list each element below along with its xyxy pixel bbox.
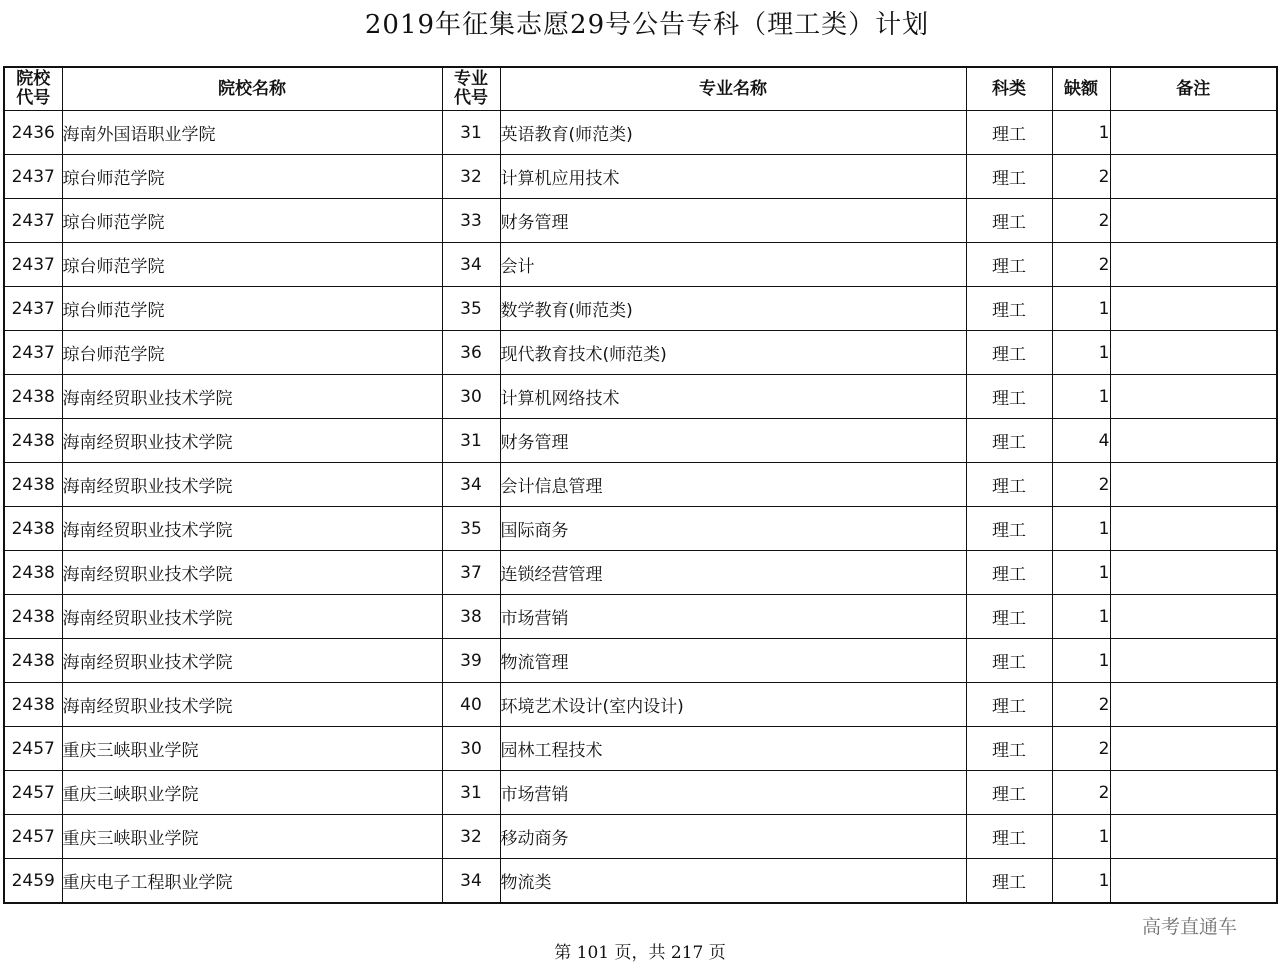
school-name-cell: 海南经贸职业技术学院 [62,683,442,727]
header-school-code: 院校 代号 [4,67,62,111]
quota-cell: 1 [1052,507,1110,551]
table-row [4,815,1277,859]
note-cell [1110,331,1277,375]
category-cell: 理工 [966,287,1052,331]
note-cell [1110,111,1277,155]
school-name-cell: 海南经贸职业技术学院 [62,375,442,419]
header-category: 科类 [966,67,1052,111]
note-cell [1110,243,1277,287]
category-cell: 理工 [966,111,1052,155]
note-cell [1110,199,1277,243]
school-name-cell: 重庆三峡职业学院 [62,815,442,859]
table-row [4,419,1277,463]
table-row [4,639,1277,683]
major-name-cell: 移动商务 [500,815,966,859]
quota-cell: 2 [1052,771,1110,815]
school-name-cell: 海南经贸职业技术学院 [62,507,442,551]
major-name-cell: 物流管理 [500,639,966,683]
quota-cell: 1 [1052,375,1110,419]
category-cell: 理工 [966,199,1052,243]
major-code-cell: 33 [442,199,500,243]
school-name-cell: 海南经贸职业技术学院 [62,639,442,683]
major-name-cell: 会计信息管理 [500,463,966,507]
header-major-code: 专业 代号 [442,67,500,111]
school-code-cell: 2437 [4,155,62,199]
school-code-cell: 2438 [4,507,62,551]
school-name-cell: 海南经贸职业技术学院 [62,463,442,507]
category-cell: 理工 [966,595,1052,639]
category-cell: 理工 [966,815,1052,859]
table-row [4,771,1277,815]
major-code-cell: 38 [442,595,500,639]
major-name-cell: 现代教育技术(师范类) [500,331,966,375]
quota-cell: 2 [1052,727,1110,771]
note-cell [1110,551,1277,595]
note-cell [1110,639,1277,683]
table-row [4,727,1277,771]
major-code-cell: 37 [442,551,500,595]
quota-cell: 1 [1052,331,1110,375]
major-code-cell: 31 [442,111,500,155]
major-code-cell: 35 [442,287,500,331]
school-name-cell: 琼台师范学院 [62,287,442,331]
header-quota: 缺额 [1052,67,1110,111]
category-cell: 理工 [966,243,1052,287]
school-code-cell: 2437 [4,287,62,331]
table-row [4,243,1277,287]
quota-cell: 1 [1052,859,1110,904]
quota-cell: 1 [1052,815,1110,859]
major-code-cell: 36 [442,331,500,375]
table-row [4,463,1277,507]
major-code-cell: 31 [442,771,500,815]
note-cell [1110,155,1277,199]
table-row [4,859,1277,904]
quota-cell: 2 [1052,683,1110,727]
major-name-cell: 市场营销 [500,595,966,639]
major-code-cell: 35 [442,507,500,551]
school-code-cell: 2459 [4,859,62,904]
quota-cell: 1 [1052,595,1110,639]
school-name-cell: 重庆三峡职业学院 [62,771,442,815]
school-code-cell: 2457 [4,771,62,815]
note-cell [1110,859,1277,904]
quota-cell: 1 [1052,287,1110,331]
school-name-cell: 重庆三峡职业学院 [62,727,442,771]
school-code-cell: 2436 [4,111,62,155]
note-cell [1110,771,1277,815]
page-title: 2019年征集志愿29号公告专科（理工类）计划 [364,10,930,40]
note-cell [1110,507,1277,551]
category-cell: 理工 [966,727,1052,771]
major-code-cell: 30 [442,727,500,771]
category-cell: 理工 [966,463,1052,507]
school-name-cell: 琼台师范学院 [62,199,442,243]
note-cell [1110,463,1277,507]
school-code-cell: 2437 [4,243,62,287]
quota-cell: 1 [1052,111,1110,155]
category-cell: 理工 [966,419,1052,463]
header-row [4,67,1277,111]
school-code-cell: 2438 [4,595,62,639]
quota-cell: 2 [1052,463,1110,507]
school-code-cell: 2438 [4,551,62,595]
quota-cell: 1 [1052,639,1110,683]
quota-cell: 2 [1052,155,1110,199]
major-name-cell: 计算机应用技术 [500,155,966,199]
school-code-cell: 2437 [4,331,62,375]
table-row [4,683,1277,727]
major-code-cell: 32 [442,815,500,859]
category-cell: 理工 [966,683,1052,727]
major-name-cell: 会计 [500,243,966,287]
major-code-cell: 40 [442,683,500,727]
header-note: 备注 [1110,67,1277,111]
category-cell: 理工 [966,331,1052,375]
table-row [4,507,1277,551]
category-cell: 理工 [966,771,1052,815]
school-name-cell: 重庆电子工程职业学院 [62,859,442,904]
note-cell [1110,375,1277,419]
table-row [4,551,1277,595]
note-cell [1110,683,1277,727]
category-cell: 理工 [966,859,1052,904]
major-name-cell: 英语教育(师范类) [500,111,966,155]
school-name-cell: 海南外国语职业学院 [62,111,442,155]
major-code-cell: 34 [442,859,500,904]
table-row [4,287,1277,331]
major-code-cell: 39 [442,639,500,683]
school-code-cell: 2438 [4,683,62,727]
major-name-cell: 园林工程技术 [500,727,966,771]
watermark: 高考直通车 [1142,916,1238,938]
major-name-cell: 环境艺术设计(室内设计) [500,683,966,727]
category-cell: 理工 [966,551,1052,595]
school-code-cell: 2457 [4,815,62,859]
major-code-cell: 31 [442,419,500,463]
table-row [4,155,1277,199]
category-cell: 理工 [966,375,1052,419]
note-cell [1110,727,1277,771]
category-cell: 理工 [966,639,1052,683]
major-name-cell: 计算机网络技术 [500,375,966,419]
table-row [4,111,1277,155]
table-row [4,595,1277,639]
school-name-cell: 海南经贸职业技术学院 [62,419,442,463]
school-code-cell: 2457 [4,727,62,771]
major-name-cell: 数学教育(师范类) [500,287,966,331]
major-name-cell: 连锁经营管理 [500,551,966,595]
major-code-cell: 34 [442,463,500,507]
major-name-cell: 市场营销 [500,771,966,815]
quota-cell: 1 [1052,551,1110,595]
major-name-cell: 国际商务 [500,507,966,551]
page-number: 第 101 页，共 217 页 [554,943,726,963]
school-code-cell: 2437 [4,199,62,243]
quota-cell: 4 [1052,419,1110,463]
school-name-cell: 琼台师范学院 [62,155,442,199]
table-row [4,199,1277,243]
school-name-cell: 琼台师范学院 [62,331,442,375]
school-name-cell: 海南经贸职业技术学院 [62,595,442,639]
quota-cell: 2 [1052,243,1110,287]
major-name-cell: 财务管理 [500,199,966,243]
header-school-name: 院校名称 [62,67,442,111]
school-name-cell: 琼台师范学院 [62,243,442,287]
major-code-cell: 32 [442,155,500,199]
note-cell [1110,419,1277,463]
category-cell: 理工 [966,155,1052,199]
note-cell [1110,815,1277,859]
note-cell [1110,287,1277,331]
school-code-cell: 2438 [4,639,62,683]
note-cell [1110,595,1277,639]
quota-cell: 2 [1052,199,1110,243]
school-name-cell: 海南经贸职业技术学院 [62,551,442,595]
plan-table [3,66,1278,904]
header-major-name: 专业名称 [500,67,966,111]
table-row [4,375,1277,419]
school-code-cell: 2438 [4,463,62,507]
school-code-cell: 2438 [4,419,62,463]
category-cell: 理工 [966,507,1052,551]
table-row [4,331,1277,375]
major-name-cell: 物流类 [500,859,966,904]
major-name-cell: 财务管理 [500,419,966,463]
major-code-cell: 30 [442,375,500,419]
school-code-cell: 2438 [4,375,62,419]
major-code-cell: 34 [442,243,500,287]
